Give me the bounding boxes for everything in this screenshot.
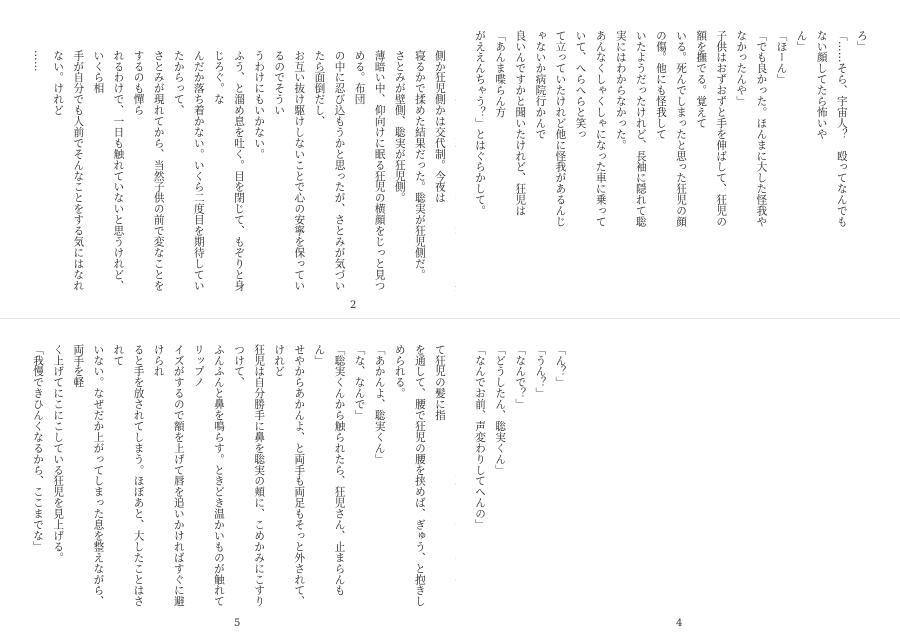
text-line: て狂児の髪に指: [433, 344, 446, 421]
page-top-right: [470, 30, 868, 235]
text-line: 手が自分でも人前でそんなことをする気にはなれない。けれど: [52, 50, 85, 291]
text-line: ろ」: [855, 30, 868, 52]
text-line: 「どうしたん、聡実くん」: [494, 344, 507, 476]
text-line: ると手を放されてしまう。ほぼあと、大したことはされて: [112, 344, 145, 607]
text-line: さとみが現れてから、当然子供の前で変なことをするのも憚ら: [132, 50, 165, 291]
page-divider: [0, 318, 900, 319]
text-line: 「……そら、宇宙人？ 殴ってなんでもない顔してたら怖いや: [815, 30, 848, 228]
text-line: ふんふんと鼻を鳴らす。ときどき温かいものが触れてリップノ: [192, 344, 225, 607]
text-line: んだか落ち着かない。いくら二度目を期待していたからって、: [172, 50, 205, 291]
text-line: お互い抜け駆けしないことで心の安寧を保っているのでそうい: [273, 50, 306, 291]
text-line: 狂児は自分勝手に鼻を聡実の頬に、こめかみにこすりつけて、: [233, 344, 266, 607]
page-number-4: 4: [676, 618, 683, 629]
text-line: 「聡実くんから触られたら、狂児さん、止まらんもん」: [313, 344, 346, 596]
text-line: 薄暗い中、仰向けに眠る狂児の横顔をじっと見つめる。布団: [353, 50, 386, 291]
text-line: 「我慢できひんくなるから、ここまでな」: [32, 344, 45, 553]
text-line: く上げてにこにこしている狂児を見上げる。: [52, 344, 65, 563]
text-line: 「うん？」: [534, 344, 547, 399]
text-line: 「な、なんで」: [353, 344, 366, 421]
page-number-5: 5: [234, 618, 241, 629]
text-line: イズがするので額を上げて唇を追いかければすぐに避けられ: [152, 344, 185, 607]
text-line: さとみが壁側、聡実が狂児側。: [393, 50, 406, 204]
page-bottom-right: [470, 344, 868, 616]
text-line: あんなくしゃくしゃになった車に乗っていて、へらへらと笑っ: [574, 30, 607, 228]
text-line: せやからあかんよ、と両手も両足もそっと外されて、けれど: [273, 344, 306, 607]
text-line: いる。死んでしまったと思った狂児の顔の傷。他にも怪我して: [654, 30, 688, 228]
text-line: 「ん？」: [554, 344, 567, 388]
text-line: ん」: [795, 30, 808, 52]
text-line: いない。なぜだか上がってしまった息を整えながら、両手を軽: [72, 344, 105, 607]
text-line: 子供はおずおずと手を伸ばして、狂児の額を撫でる。覚えて: [695, 30, 728, 228]
text-line: 側か狂児側かは交代制。今夜は: [433, 50, 446, 204]
text-line: の中に忍び込もうかと思ったが、さとみが気づいたら面倒だし、: [313, 50, 346, 291]
text-line: ふう、と溜め息を吐く。目を閉じて、もぞりと身じろぐ。な: [212, 50, 246, 291]
page-top-right-text: [470, 30, 868, 235]
text-line: いたようだったけれど、長袖に隠れて聡実にはわからなかった。: [614, 30, 647, 228]
text-line: 「なんで？」: [514, 344, 527, 410]
text-line: て立っていたけれど他に怪我があるんじゃないか病院行かんで: [534, 30, 567, 228]
text-line: れるわけで、一日も触れていないと思うけれど、いくら相: [92, 50, 125, 291]
text-line: 「あかんよ、聡実くん」: [373, 344, 386, 465]
page-top-left: [28, 50, 456, 296]
page-bottom-left: [28, 344, 456, 616]
page-bottom-left-text: [28, 344, 456, 616]
page-number-2: 2: [350, 300, 357, 311]
text-line: 「ほーん」: [775, 30, 788, 85]
text-line: 「なんでお前、声変わりしてへんの」: [474, 344, 487, 531]
text-line: がええんちゃう？」とはぐらかして。: [474, 30, 487, 217]
text-line: ……: [32, 50, 45, 72]
text-line: 寝るかで揉めた結果だった。聡実が狂児側だ。: [413, 50, 426, 280]
text-line: を通して、腰で狂児の腰を挟めば、ぎゅう、と抱きしめられる。: [393, 344, 426, 607]
text-line: うわけにもいかない。: [253, 50, 266, 160]
page-top-left-text: [28, 50, 456, 296]
text-line: 良いんですかと聞いたけれど、狂児は「あんま喋らん方: [494, 30, 527, 217]
text-line: 「でも良かった。ほんまに大した怪我やなかったんや」: [735, 30, 768, 228]
page-bottom-right-text: [470, 344, 570, 616]
